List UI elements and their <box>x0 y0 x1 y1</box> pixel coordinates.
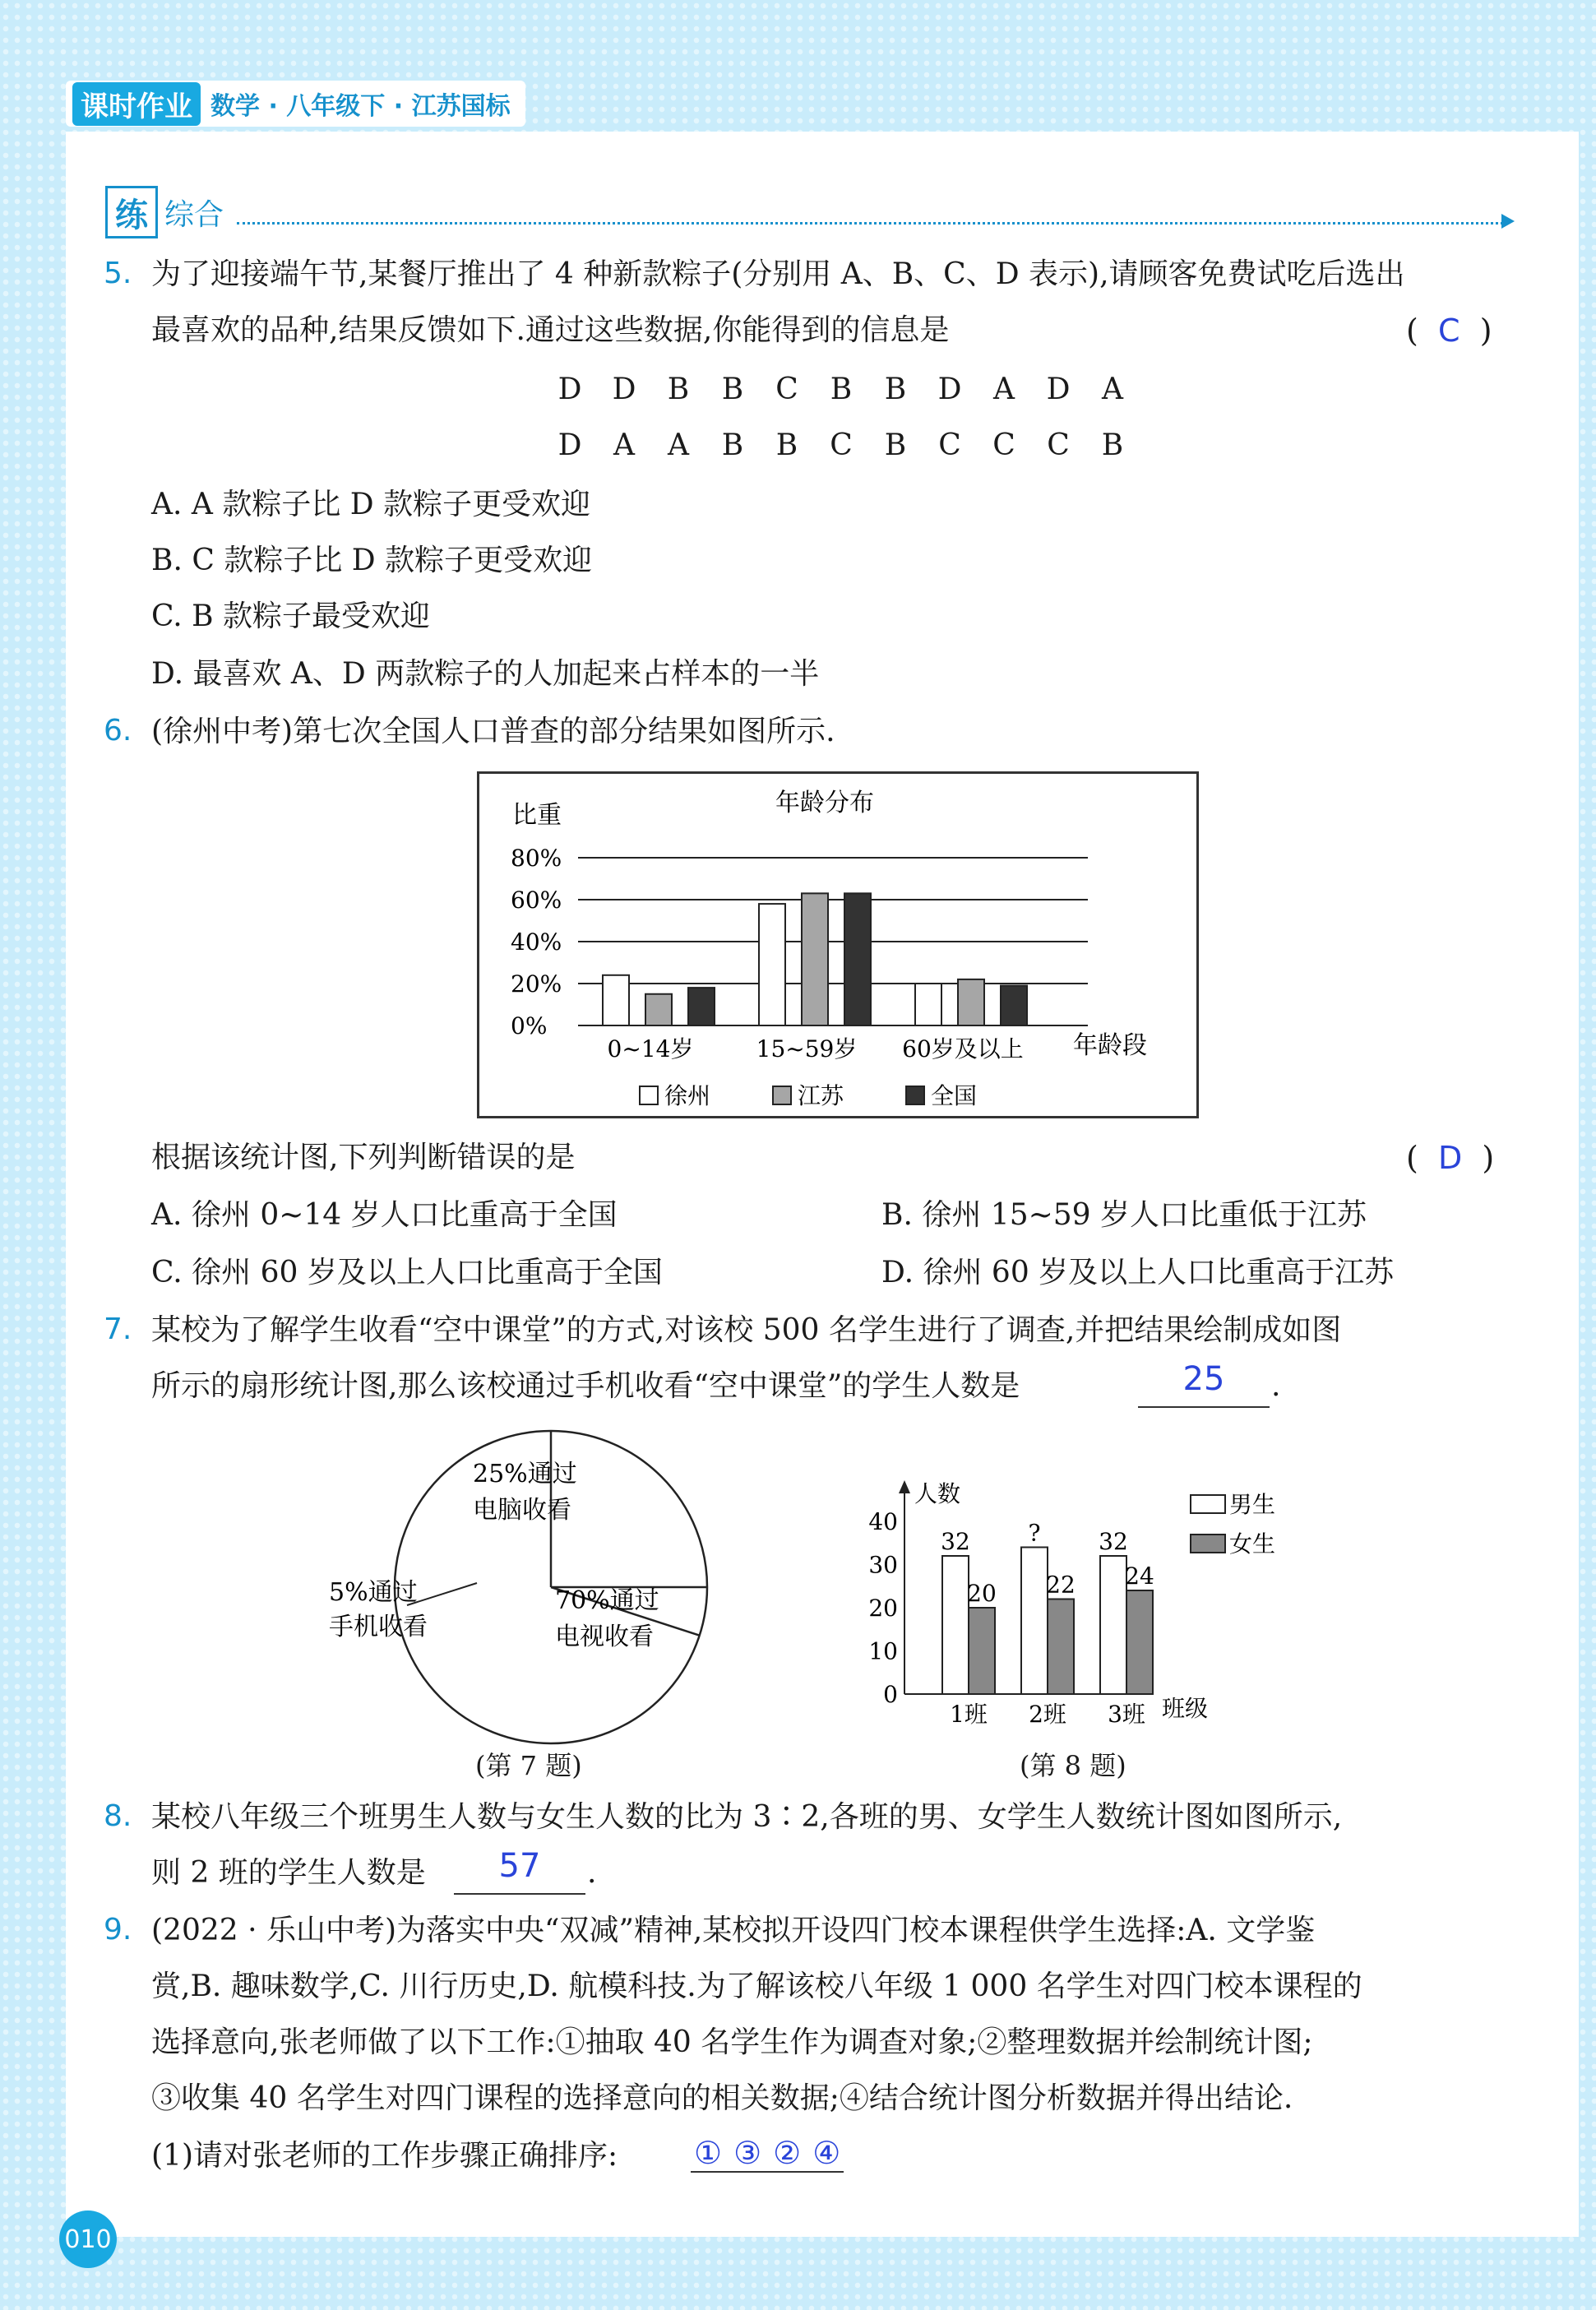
q5-data-letter: A <box>668 428 689 462</box>
q5-data-letter: B <box>1101 428 1124 462</box>
y-tick-label: 40 <box>868 1508 898 1535</box>
x-tick-label: 0~14岁 <box>607 1035 694 1062</box>
q8-caption: (第 8 题) <box>1020 1750 1126 1781</box>
bar-全国-60岁及以上 <box>1001 986 1027 1025</box>
bar-data-label: 24 <box>1125 1562 1154 1590</box>
q5-option-d: D. 最喜欢 A、D 两款粽子的人加起来占样本的一半 <box>151 657 820 691</box>
y-tick-label: 0% <box>511 1012 548 1039</box>
q6-question: 根据该统计图,下列判断错误的是 <box>151 1141 576 1174</box>
pie-slice-label: 70%通过 <box>555 1586 659 1615</box>
bar-data-label: 32 <box>941 1528 970 1555</box>
q6-chart-frame <box>477 771 1199 1118</box>
legend-swatch <box>640 1086 658 1104</box>
q9-sub1: (1)请对张老师的工作步骤正确排序: <box>151 2139 618 2173</box>
x-tick-label: 60岁及以上 <box>902 1035 1024 1062</box>
y-tick-label: 10 <box>868 1637 898 1665</box>
q5-data-letter: A <box>1102 373 1123 406</box>
q8-line2: 则 2 班的学生人数是 <box>151 1856 426 1890</box>
q6-line1: (徐州中考)第七次全国人口普查的部分结果如图所示. <box>151 715 835 748</box>
section-label: 综合 <box>164 197 224 232</box>
q5-option-c: C. B 款粽子最受欢迎 <box>151 599 431 633</box>
y-tick-label: 40% <box>511 928 562 956</box>
chart-xlabel: 班级 <box>1162 1695 1209 1722</box>
q9-answer-sequence <box>691 2135 844 2173</box>
y-tick-label: 60% <box>511 887 562 914</box>
q9-line1: (2022 · 乐山中考)为落实中央“双减”精神,某校拟开设四门校本课程供学生选择:A. 文学鉴 <box>151 1914 1316 1947</box>
q9-number: 9. <box>104 1913 132 1947</box>
q7-number: 7. <box>104 1312 132 1346</box>
chart-ylabel: 比重 <box>512 801 562 830</box>
q5-data-letter: D <box>937 373 962 406</box>
legend-label: 江苏 <box>798 1082 844 1109</box>
bar-江苏-15~59岁 <box>802 893 828 1025</box>
legend-label: 全国 <box>931 1082 978 1109</box>
y-tick-label: 0 <box>883 1681 898 1708</box>
bar-女生-2班 <box>1048 1599 1074 1695</box>
q7-line2: 所示的扇形统计图,那么该校通过手机收看“空中课堂”的学生人数是 <box>151 1369 1020 1403</box>
q6-answer-paren: ( D ) <box>1406 1140 1495 1176</box>
q5-data-letter: D <box>557 428 582 462</box>
q5-data-letter: C <box>992 428 1015 462</box>
bar-data-label: ? <box>1028 1519 1041 1547</box>
q7-answer-blank: 25 <box>1138 1360 1270 1408</box>
q5-data-letter: B <box>775 428 798 462</box>
q5-data-letter: D <box>557 373 582 406</box>
q7-period: . <box>1271 1369 1281 1403</box>
pie-slice-label: 25%通过 <box>473 1460 577 1488</box>
y-tick-label: 30 <box>868 1551 898 1579</box>
x-tick-label: 3班 <box>1108 1701 1145 1728</box>
x-tick-label: 2班 <box>1029 1701 1066 1728</box>
q5-data-letter: D <box>612 373 636 406</box>
bar-男生-2班 <box>1021 1548 1048 1695</box>
q9-answer-step: ③ <box>733 2135 762 2171</box>
q9-line4: ③收集 40 名学生对四门课程的选择意向的相关数据;④结合统计图分析数据并得出结论. <box>151 2081 1293 2115</box>
legend-label: 徐州 <box>664 1082 711 1109</box>
y-axis-arrow <box>899 1480 910 1493</box>
q9-answer-step: ② <box>773 2135 802 2171</box>
q5-data-letter: B <box>884 428 907 462</box>
q9-answer-step: ① <box>694 2135 723 2171</box>
q6-answer: D <box>1437 1140 1463 1176</box>
q5-data-letter: C <box>938 428 961 462</box>
q8-period: . <box>587 1856 597 1890</box>
legend-label: 女生 <box>1229 1530 1276 1558</box>
q5-answer: C <box>1437 312 1460 349</box>
q9-line3: 选择意向,张老师做了以下工作:①抽取 40 名学生作为调查对象;②整理数据并绘制统计图; <box>151 2025 1313 2059</box>
y-tick-label: 20 <box>868 1595 898 1622</box>
header-brand: 课时作业 <box>72 82 201 126</box>
bar-江苏-0~14岁 <box>645 994 672 1025</box>
q7-pie-chart <box>312 1423 773 1752</box>
bar-徐州-60岁及以上 <box>915 984 941 1025</box>
bar-全国-15~59岁 <box>844 893 871 1025</box>
q8-line1: 某校八年级三个班男生人数与女生人数的比为 3∶2,各班的男、女学生人数统计图如图所示, <box>151 1800 1343 1834</box>
bar-data-label: 20 <box>967 1580 997 1607</box>
q9-line2: 赏,B. 趣味数学,C. 川行历史,D. 航模科技.为了解该校八年级 1 000 名学生对四门校本课程的 <box>151 1970 1362 2003</box>
q8-answer-blank: 57 <box>454 1847 585 1895</box>
pie-slice-label: 5%通过 <box>329 1578 418 1607</box>
q7-line1: 某校为了解学生收看“空中课堂”的方式,对该校 500 名学生进行了调查,并把结果绘制成如图 <box>151 1313 1342 1347</box>
legend-swatch <box>1191 1495 1225 1513</box>
q5-data-letter: C <box>830 428 853 462</box>
y-tick-label: 80% <box>511 845 562 872</box>
q6-option-c: C. 徐州 60 岁及以上人口比重高于全国 <box>151 1256 663 1289</box>
bar-徐州-0~14岁 <box>603 975 629 1025</box>
q8-bar-chart <box>855 1472 1316 1735</box>
q5-answer-paren: ( C ) <box>1406 312 1492 349</box>
q5-data-row-1 <box>543 372 1140 407</box>
q6-option-b: B. 徐州 15~59 岁人口比重低于江苏 <box>881 1198 1367 1232</box>
q5-data-letter: B <box>721 428 744 462</box>
bar-男生-3班 <box>1100 1556 1126 1694</box>
q5-data-row-2 <box>543 428 1140 463</box>
q5-data-letter: A <box>613 428 635 462</box>
q8-number: 8. <box>104 1799 132 1833</box>
section-icon: 练 <box>105 186 158 238</box>
q5-option-a: A. A 款粽子比 D 款粽子更受欢迎 <box>151 488 591 521</box>
q5-data-letter: B <box>667 373 690 406</box>
q5-data-letter: B <box>721 373 744 406</box>
q5-data-letter: D <box>1046 373 1071 406</box>
q5-data-letter: C <box>1047 428 1070 462</box>
legend-swatch <box>773 1086 791 1104</box>
bar-女生-3班 <box>1126 1590 1153 1694</box>
bar-data-label: 22 <box>1046 1571 1076 1599</box>
q5-line2: 最喜欢的品种,结果反馈如下.通过这些数据,你能得到的信息是 <box>151 313 950 347</box>
page-number: 010 <box>59 2210 117 2268</box>
q5-line1: 为了迎接端午节,某餐厅推出了 4 种新款粽子(分别用 A、B、C、D 表示),请顾客免费试吃后选出 <box>151 257 1405 291</box>
section-divider <box>237 222 1503 225</box>
arrow-right-icon <box>1501 214 1515 229</box>
q5-number: 5. <box>104 257 132 290</box>
q9-answer-step: ④ <box>812 2135 841 2171</box>
y-tick-label: 20% <box>511 970 562 998</box>
chart-title: 年龄分布 <box>775 789 874 817</box>
q5-data-letter: B <box>884 373 907 406</box>
chart-xlabel: 年龄段 <box>1073 1031 1147 1060</box>
header-subtitle: 数学 · 八年级下 · 江苏国标 <box>210 92 511 121</box>
q5-data-letter: B <box>830 373 853 406</box>
q7-caption: (第 7 题) <box>475 1750 582 1781</box>
bar-徐州-15~59岁 <box>759 904 785 1025</box>
q6-bar-chart <box>479 774 1196 1116</box>
bar-男生-1班 <box>942 1556 969 1694</box>
section-heading <box>105 186 224 238</box>
chart-ylabel: 人数 <box>914 1480 961 1507</box>
q5-option-b: B. C 款粽子比 D 款粽子更受欢迎 <box>151 544 593 577</box>
legend-label: 男生 <box>1229 1491 1276 1518</box>
header-tab <box>66 81 525 127</box>
x-tick-label: 15~59岁 <box>756 1035 858 1062</box>
legend-swatch <box>906 1086 924 1104</box>
x-tick-label: 1班 <box>950 1701 988 1728</box>
pie-slice-label: 电脑收看 <box>473 1496 571 1525</box>
bar-全国-0~14岁 <box>688 988 715 1025</box>
bar-女生-1班 <box>969 1608 995 1694</box>
pie-slice-label: 电视收看 <box>555 1623 654 1651</box>
bar-data-label: 32 <box>1099 1528 1128 1555</box>
q6-number: 6. <box>104 714 132 748</box>
q6-option-a: A. 徐州 0~14 岁人口比重高于全国 <box>151 1198 618 1232</box>
legend-swatch <box>1191 1535 1225 1553</box>
pie-slice-label: 手机收看 <box>329 1613 428 1641</box>
q6-option-d: D. 徐州 60 岁及以上人口比重高于江苏 <box>881 1256 1395 1289</box>
bar-江苏-60岁及以上 <box>958 979 984 1025</box>
q5-data-letter: C <box>775 373 798 406</box>
q5-data-letter: A <box>993 373 1015 406</box>
